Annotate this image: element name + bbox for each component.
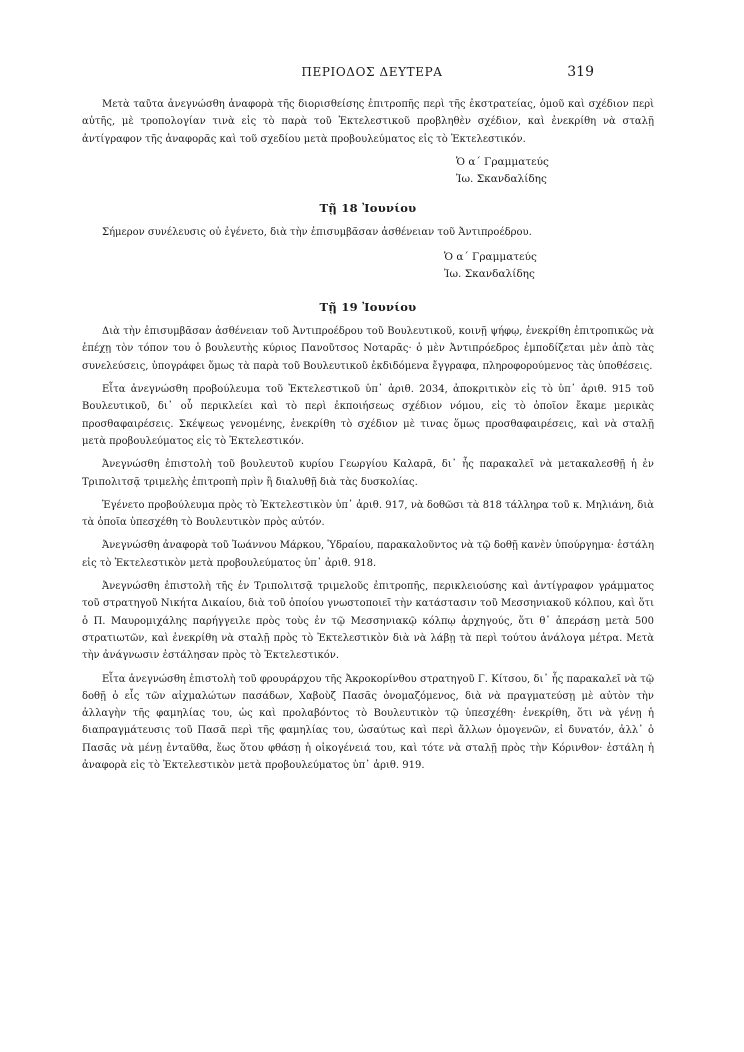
page-content <box>82 96 654 780</box>
section-19-paragraph-1: Διὰ τὴν ἐπισυμβᾶσαν ἀσθένειαν τοῦ Ἀντιπροέδρου τοῦ Βουλευτικοῦ, κοινῇ ψήφῳ, ἐνεκρίθη ἐπιτροπικῶς νὰ ἐπέχῃ τὸν τόπον του ὁ βουλευτὴς κύριος Πανοῦτσος Νοταρᾶς· ὁ μὲν Ἀντιπρόεδρος ἐμποδίζεται μὲν ἀπὸ τὰς συνελεύσεις, ὑπογράφει ὅμως τὰ παρὰ τοῦ Βουλευτικοῦ ἐκδιδόμενα ἔγγραφα, πληροφορούμενος τὰς ὑποθέσεις. <box>82 326 654 372</box>
intro-signature <box>82 154 654 188</box>
section-19-paragraph-5: Ἀνεγνώσθη ἀναφορὰ τοῦ Ἰωάννου Μάρκου, Ὑδραίου, παρακαλοῦντος νὰ τῷ δοθῇ κανὲν ὑπούργημα· ἐστάλη εἰς τὸ Ἐκτελεστικὸν μετὰ προβουλεύματος ὑπ᾽ ἀριθ. 918. <box>82 540 654 569</box>
section-19-paragraph-3: Ἀνεγνώσθη ἐπιστολὴ τοῦ βουλευτοῦ κυρίου Γεωργίου Καλαρᾶ, δι᾽ ἧς παρακαλεῖ νὰ μετακαλεσθῇ ἡ ἐν Τριπολιτσᾷ τριμελὴς ἐπιτροπὴ πρὶν ἢ διαλυθῇ διὰ τὰς δυσκολίας. <box>82 459 654 488</box>
page-number: 319 <box>567 64 594 80</box>
date-heading-18: Τῇ 18 Ἰουνίου <box>319 200 417 215</box>
section-19-paragraph-4: Ἐγένετο προβούλευμα πρὸς τὸ Ἐκτελεστικὸν ὑπ᾽ ἀριθ. 917, νὰ δοθῶσι τὰ 818 τάλληρα τοῦ κ. Μηλιάνη, διὰ τὰ ὁποῖα ὑπεσχέθη τὸ Βουλευτικὸν πρὸς αὐτόν. <box>82 499 654 529</box>
section-19-paragraph-6: Ἀνεγνώσθη ἐπιστολὴ τῆς ἐν Τριπολιτσᾷ τριμελοῦς ἐπιτροπῆς, περικλειούσης καὶ ἀντίγραφον γράμματος τοῦ στρατηγοῦ Νικήτα Δικαίου, διὰ τοῦ ὁποίου γνωστοποιεῖ τὴν κατάστασιν τοῦ Μεσσηνιακοῦ κόλπου, καὶ ὅτι ὁ Π. Μαυρομιχάλης παρήγγειλε πρὸς τοὺς ἐν τῷ Μεσσηνιακῷ κόλπῳ ἀρχηγούς, ὅτι θ᾽ ἀπεράσῃ μετὰ 500 στρατιωτῶν, καὶ ἐνεκρίθη νὰ σταλῇ πρὸς τὸ Ἐκτελεστικὸν διὰ νὰ λάβῃ τὰ περὶ τούτου ἀνάλογα μέτρα. Μετὰ τὴν ἀνάγνωσιν ἐστάλησαν πρὸς τὸ Ἐκτελεστικόν. <box>82 581 654 662</box>
section-18-paragraph: Σήμερον συνέλευσις οὐ ἐγένετο, διὰ τὴν ἐπισυμβᾶσαν ἀσθένειαν τοῦ Ἀντιπροέδρου. <box>102 226 532 238</box>
signature-title: Ὁ α΄ Γραμματεύς <box>444 251 537 264</box>
signature-name: Ἰω. Σκανδαλίδης <box>444 268 535 281</box>
section-19-paragraph-7: Εἶτα ἀνεγνώσθη ἐπιστολὴ τοῦ φρουράρχου τῆς Ἀκροκορίνθου στρατηγοῦ Γ. Κίτσου, δι᾽ ἧς παρακαλεῖ νὰ τῷ δοθῇ ὁ εἷς τῶν αἰχμαλώτων πασάδων, Χαβοὺζ Πασᾶς ὀνομαζόμενος, διὰ νὰ πραγματεύσῃ μὲ αὐτὸν τὴν ἀλλαγὴν τῆς φαμηλίας του, ὡς καὶ προλαβόντος τὸ Βουλευτικὸν τῷ ὑπεσχέθη· ἐνεκρίθη, ὅτι νὰ γένῃ ἡ διαπραγμάτευσις τοῦ Πασᾶ περὶ τῆς φαμηλίας του, ὡσαύτως καὶ περὶ ἄλλων ὁμογενῶν, εἰ δυνατόν, ἀλλ᾽ ὁ Πασᾶς νὰ μένῃ ἐνταῦθα, ἕως ὅτου φθάσῃ ἡ οἰκογένειά του, καὶ τότε νὰ σταλῇ πρὸς τὴν Κόρινθον· ἐστάλη ἡ ἀναφορὰ εἰς τὸ Ἐκτελεστικὸν μετὰ προβουλεύματος ὑπ᾽ ἀριθ. 919. <box>82 673 654 772</box>
signature-name: Ἰω. Σκανδαλίδης <box>456 172 547 185</box>
date-heading-19: Τῇ 19 Ἰουνίου <box>319 300 417 315</box>
signature-title: Ὁ α΄ Γραμματεύς <box>456 155 549 168</box>
section-19-paragraph-2: Εἶτα ἀνεγνώσθη προβούλευμα τοῦ Ἐκτελεστικοῦ ὑπ᾽ ἀριθ. 2034, ἀποκριτικὸν εἰς τὸ ὑπ᾽ ἀριθ. 915 τοῦ Βουλευτικοῦ, δι᾽ οὗ περικλείει καὶ τὸ περὶ ἐκποιήσεως σχέδιον νόμου, εἰς τὸ ὁποῖον ἔκαμε μερικὰς προσθαφαιρέσεις. Σκέψεως γενομένης, ἐνεκρίθη τὸ σχέδιον μὲ τινας ὅμως προσθαφαιρέσεις, καὶ νὰ σταλῇ μετὰ προβουλεύματος εἰς τὸ Ἐκτελεστικόν. <box>82 384 654 447</box>
running-head: ΠΕΡΙΟΔΟΣ ΔΕΥΤΕΡΑ <box>301 65 443 79</box>
intro-paragraph: Μετὰ ταῦτα ἀνεγνώσθη ἀναφορὰ τῆς διορισθείσης ἐπιτροπῆς περὶ τῆς ἐκστρατείας, ὁμοῦ καὶ σχέδιον περὶ αὐτῆς, μὲ τροπολογίαν τινὰ εἰς τὸ παρὰ τοῦ Ἐκτελεστικοῦ προβληθὲν σχέδιον, καὶ ἐνεκρίθη νὰ σταλῇ ἀντίγραφον τῆς ἀναφορᾶς καὶ τοῦ σχεδίου μετὰ προβουλεύματος εἰς τὸ Ἐκτελεστικόν. <box>82 99 654 145</box>
section-18-signature <box>82 249 654 283</box>
